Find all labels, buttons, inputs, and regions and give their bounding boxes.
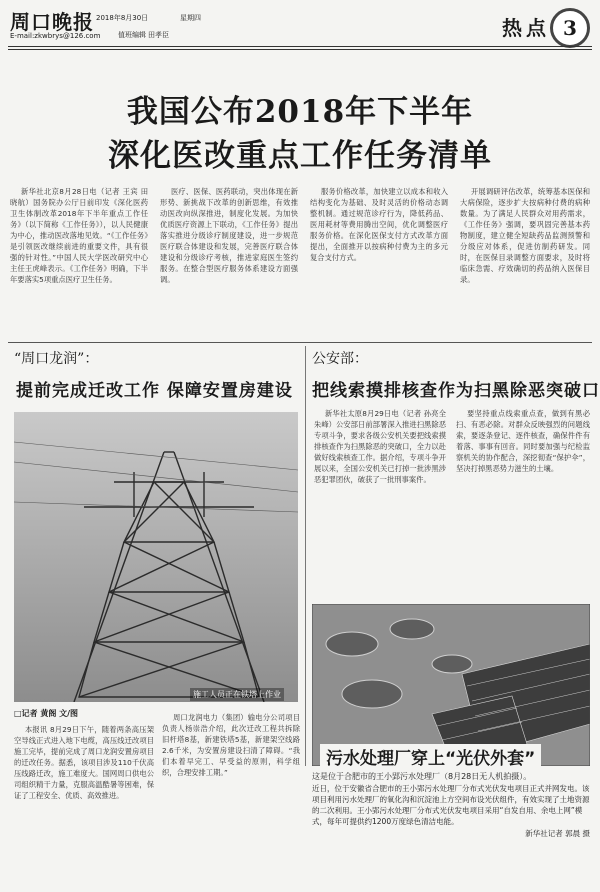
right-story-column-1 xyxy=(314,408,446,600)
lead-column-4-text: 开展调研评估改革，统筹基本医保和大病保险，逐步扩大按病种付费的病种数量。为了满足人民群众对用药需求，《工作任务》强调，要巩固完善基本药物制度，建立健全短缺药品监测预警和分级应对体系，促进仿制药研发。同时，在医保目录调整方面要求，及时将临床急需、疗效确切的药品纳入医保目录。 xyxy=(460,187,590,284)
lead-column-3-text: 服务价格改革，加快建立以成本和收入结构变化为基础、及时灵活的价格动态调整机制。通过规范诊疗行为，降低药品、医用耗材等费用腾出空间，优化调整医疗服务价格。在深化医保支付方式改革方面提出，全面推开以按病种付费为主的多元复合支付方式。 xyxy=(310,187,448,262)
lead-column-2-text: 医疗、医保、医药联动，突出体现在新形势、新挑战下改革的创新思维，有效推动医改向纵深推进，制度化发展。为加快优质医疗资源上下联动，《工作任务》提出落实推进分级诊疗制度建设，进一步规范医疗联合体建设和发展，完善医疗联合体建设和分级诊疗考核，推进家庭医生签约服务。在整合型医疗服务体系建设方面强调。 xyxy=(160,187,298,284)
photo-story-credit: 新华社记者 郭晨 摄 xyxy=(525,829,590,838)
left-story-byline: □记者 黄阁 文/图 xyxy=(14,709,79,718)
masthead-email: E-mail:zkwbrys@126.com xyxy=(10,32,101,40)
lead-column-4 xyxy=(460,186,590,336)
page-number-badge: 3 xyxy=(550,8,590,48)
tower-photo xyxy=(14,412,298,702)
tower-photo-caption: 施工人员正在铁塔上作业 xyxy=(190,688,284,701)
right-story-headline: 把线索摸排核查作为扫黑除恶突破口 xyxy=(312,381,600,401)
right-story-column-2 xyxy=(456,408,590,600)
photo-story-caption-2: 近日，位于安徽省合肥市的王小郢污水处理厂分布式光伏发电项目正式并网发电。该项目利用污水处理厂的氧化沟和沉淀池上方空间布设光伏组件，有效实现了土地资源的二次利用。王小郢污水处理厂分布式光伏发电项目采用“自发自用、余电上网”模式，每年可提供约1200万度绿色清洁电能。 xyxy=(312,784,590,826)
masthead-weekday: 星期四 xyxy=(180,14,201,22)
left-story-column-1 xyxy=(14,724,154,884)
left-story-body-1: 本报讯 8月29日下午，随着两条高压架空导线正式进入地下电缆，高压线迁改项目施工完毕，提前完成了周口龙润安置房项目的迁改任务。据悉，该项目涉及110千伏高压线路迁改，施工难度大。国网周口供电公司组织精干力量，克服高温酷暑等困难，保证了工程安全、优质、高效推进。 xyxy=(14,725,154,800)
masthead-editor-name: 田孝臣 xyxy=(148,31,169,39)
photo-story-caption xyxy=(312,770,590,840)
power-tower-illustration xyxy=(14,412,298,702)
lead-headline-line2: 深化医改重点工作任务清单 xyxy=(108,138,492,174)
lead-column-1-text: 新华社北京8月28日电（记者 王宾 田晓航）国务院办公厅日前印发《深化医药卫生体制改革2018年下半年重点工作任务》（以下简称《工作任务》），以人民健康为中心，推动医改落地见效。“《工作任务》是引领医改继续前进的重要文件，具有很强的针对性。”中国人民大学医改研究中心主任王虎峰表示。《工作任务》明确，下半年要落实5项重点医疗卫生任务。 xyxy=(10,187,148,284)
solar-plant-illustration xyxy=(312,604,590,766)
section-divider xyxy=(8,342,592,343)
lead-column-2 xyxy=(160,186,298,336)
photo-story-headline: 污水处理厂穿上“光伏外套” xyxy=(320,744,541,769)
section-label: 热点 xyxy=(502,16,550,40)
lead-column-3 xyxy=(310,186,448,336)
lead-column-1 xyxy=(10,186,148,336)
right-story-body-1: 新华社太原8月29日电（记者 孙亮全 朱峰）公安部日前部署深入推进扫黑除恶专项斗争，要求各级公安机关要把线索摸排核查作为扫黑除恶的突破口，全力以赴做好线索核查工作。据介绍，专项斗争开展以来，全国公安机关已打掉一批涉黑涉恶犯罪团伙，破获了一批刑事案件。 xyxy=(314,409,446,484)
masthead-date: 2018年8月30日 xyxy=(96,14,149,22)
masthead-rule-thin xyxy=(8,49,592,50)
masthead-editor-label: 值班编辑 xyxy=(118,31,146,39)
masthead-rule xyxy=(8,46,592,47)
right-story-body-2: 要坚持重点线索重点查，做到有黑必扫、有恶必除。对群众反映强烈的问题线索，要逐条登记、逐件核查，确保件件有着落、事事有回音。同时要加强与纪检监察机关的协作配合，深挖彻查“保护伞”，坚决打掉黑恶势力滋生的土壤。 xyxy=(456,409,590,473)
masthead-logo: 周口晚报 xyxy=(10,10,94,34)
lead-headline-line1: 我国公布2018年下半年 xyxy=(126,94,474,130)
photo-story-caption-1: 这是位于合肥市的王小郢污水处理厂（8月28日无人机拍摄）。 xyxy=(312,772,532,781)
column-divider xyxy=(305,346,306,766)
left-story-headline: 提前完成迁改工作 保障安置房建设 xyxy=(16,381,293,401)
left-story-column-2 xyxy=(162,712,300,884)
treatment-plant-photo xyxy=(312,604,590,766)
right-story-kicker: 公安部： xyxy=(312,351,368,367)
left-story-body-2: 周口龙润电力（集团）输电分公司项目负责人杨崇浩介绍，此次迁改工程共拆除旧杆塔8基，新建铁塔5基，新建架空线路2.6千米，为安置房建设扫清了障碍。“我们本着早完工、早受益的原则，科学组织，合理安排工期。” xyxy=(162,713,300,777)
left-story-kicker: “周口龙润”： xyxy=(14,351,99,367)
